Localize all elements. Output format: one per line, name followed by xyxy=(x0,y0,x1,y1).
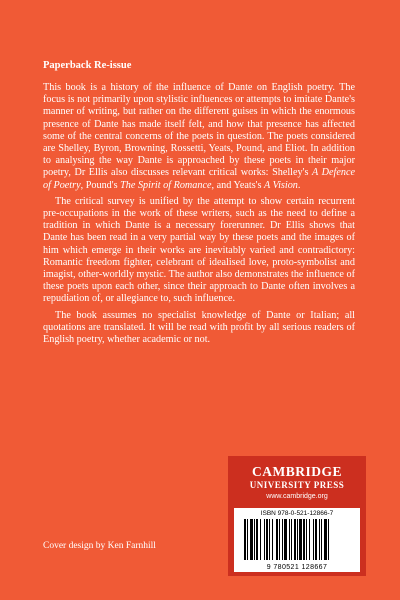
paragraph-1: This book is a history of the influence of Dante on English poetry. The focus is not primarily upon stylistic influences or attempts to imitate Dante's manner of writing, but rather on the different guises in which the enormous presence of Dante has made itself felt, and how that presence has affected some of the central concerns of the poets in question. The poets considered are Shelley, Byron, Browning, Rossetti, Yeats, Pound, and Eliot. In addition to analysing the way Dante is approached by these poets in their major poetry, Dr Ellis also discusses relevant critical works: Shelley's A Defence of Poetry, Pound's The Spirit of Romance, and Yeats's A Vision. xyxy=(43,82,355,191)
cover-design-credit: Cover design by Ken Farnhill xyxy=(43,541,156,551)
heading: Paperback Re-issue xyxy=(43,60,132,71)
title-spirit-of-romance: The Spirit of Romance xyxy=(120,179,212,191)
publisher-url: www.cambridge.org xyxy=(266,493,328,500)
title-a-vision: A Vision xyxy=(264,179,298,191)
blurb xyxy=(43,82,355,350)
publisher-name: CAMBRIDGE xyxy=(251,464,342,479)
publisher-block xyxy=(228,456,366,576)
publisher-subtitle: UNIVERSITY PRESS xyxy=(249,480,345,490)
title-defence-of-poetry: A Defence of Poetry xyxy=(43,167,355,191)
isbn-barcode xyxy=(234,508,360,572)
barcode-digits: 9 780521 128667 xyxy=(266,564,328,571)
paragraph-2: The critical survey is unified by the attempt to show certain recurrent pre-occupations in the work of these writers, such as the need to define a tradition in which Dante is a necessary forerunner. Dr Ellis shows that Dante has been read in a very partial way by these poets and the images of him which emerge in their works are inevitably varied and contradictory: Romantic freedom fighter, celebrant of idealised love, proto-symbolist and imagist, other-worldly mystic. The author also demonstrates the influence of these poets upon each other, since their approach to Dante often involves a repudiation of, or allegiance to, such influence. xyxy=(43,195,355,305)
paragraph-3: The book assumes no specialist knowledge of Dante or Italian; all quotations are translated. It will be read with profit by all serious readers of English poetry, whether academic or not. xyxy=(43,309,355,346)
isbn-label: ISBN 978-0-521-12866-7 xyxy=(260,510,334,517)
barcode-bars-icon xyxy=(244,519,350,560)
